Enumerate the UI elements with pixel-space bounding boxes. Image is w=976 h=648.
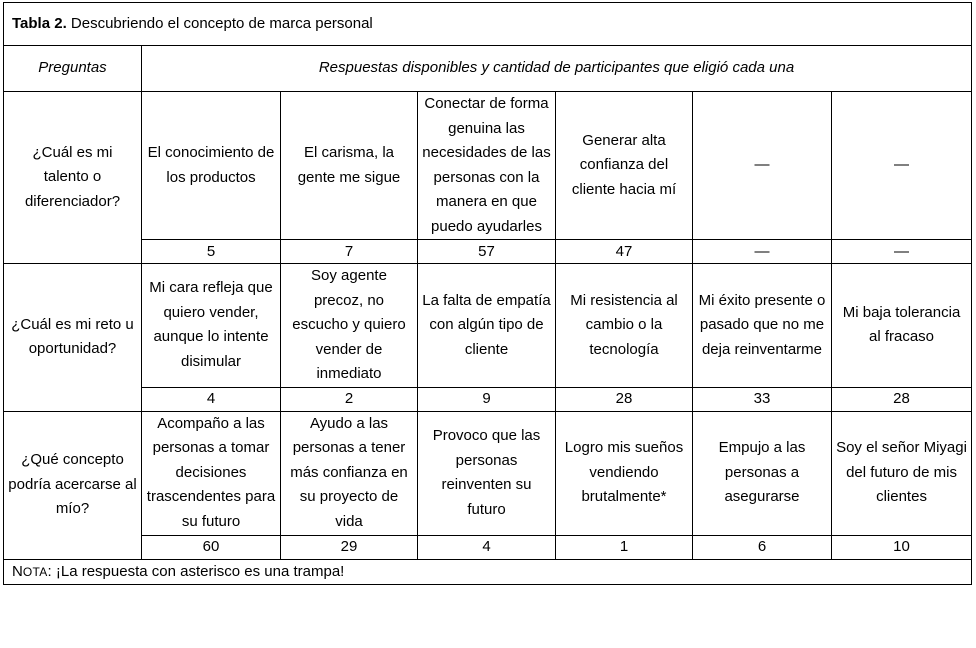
note-text: : ¡La respuesta con asterisco es una trampa! xyxy=(47,562,345,580)
note-label-initial: N xyxy=(12,562,23,580)
note-label-rest: OTA xyxy=(22,564,48,579)
question-cell: ¿Cuál es mi talento o diferenciador? xyxy=(4,92,142,264)
header-questions: Preguntas xyxy=(4,46,142,92)
answer-cell: Mi resistencia al cambio o la tecnología xyxy=(556,264,693,388)
answer-cell: Conectar de forma genuina las necesidades de las personas con la manera en que puedo ayudarles xyxy=(418,92,556,240)
count-cell: 7 xyxy=(281,240,418,264)
table-title-text: Descubriendo el concepto de marca personal xyxy=(66,14,373,32)
count-cell: 10 xyxy=(832,535,972,559)
count-cell: 29 xyxy=(281,535,418,559)
count-cell: 1 xyxy=(556,535,693,559)
count-cell: — xyxy=(693,240,832,264)
answer-cell: Logro mis sueños vendiendo brutalmente* xyxy=(556,411,693,535)
answer-cell: Generar alta confianza del cliente hacia mí xyxy=(556,92,693,240)
count-cell: 47 xyxy=(556,240,693,264)
count-cell: 28 xyxy=(556,387,693,411)
count-cell: 60 xyxy=(142,535,281,559)
answer-cell: — xyxy=(832,92,972,240)
count-cell: 33 xyxy=(693,387,832,411)
question-cell: ¿Qué concepto podría acercarse al mío? xyxy=(4,411,142,559)
header-answers: Respuestas disponibles y cantidad de participantes que eligió cada una xyxy=(142,46,972,92)
answer-cell: Soy agente precoz, no escucho y quiero vender de inmediato xyxy=(281,264,418,388)
answer-cell: Mi baja tolerancia al fracaso xyxy=(832,264,972,388)
table-title-label: Tabla 2. xyxy=(12,14,67,32)
count-cell: 4 xyxy=(418,535,556,559)
answer-cell: Ayudo a las personas a tener más confianza en su proyecto de vida xyxy=(281,411,418,535)
count-cell: 57 xyxy=(418,240,556,264)
count-cell: 4 xyxy=(142,387,281,411)
answer-cell: Empujo a las personas a asegurarse xyxy=(693,411,832,535)
count-cell: 2 xyxy=(281,387,418,411)
answer-cell: La falta de empatía con algún tipo de cliente xyxy=(418,264,556,388)
question-cell: ¿Cuál es mi reto u oportunidad? xyxy=(4,264,142,412)
answer-cell: — xyxy=(693,92,832,240)
count-cell: 28 xyxy=(832,387,972,411)
answer-cell: Soy el señor Miyagi del futuro de mis clientes xyxy=(832,411,972,535)
answer-cell: Provoco que las personas reinventen su futuro xyxy=(418,411,556,535)
count-cell: 5 xyxy=(142,240,281,264)
data-table xyxy=(3,2,972,585)
count-cell: 9 xyxy=(418,387,556,411)
answer-cell: Acompaño a las personas a tomar decisiones trascendentes para su futuro xyxy=(142,411,281,535)
answer-cell: El carisma, la gente me sigue xyxy=(281,92,418,240)
count-cell: — xyxy=(832,240,972,264)
table-title xyxy=(4,3,972,46)
answer-cell: El conocimiento de los productos xyxy=(142,92,281,240)
answer-cell: Mi cara refleja que quiero vender, aunque lo intente disimular xyxy=(142,264,281,388)
count-cell: 6 xyxy=(693,535,832,559)
table-note xyxy=(4,559,972,584)
answer-cell: Mi éxito presente o pasado que no me deja reinventarme xyxy=(693,264,832,388)
